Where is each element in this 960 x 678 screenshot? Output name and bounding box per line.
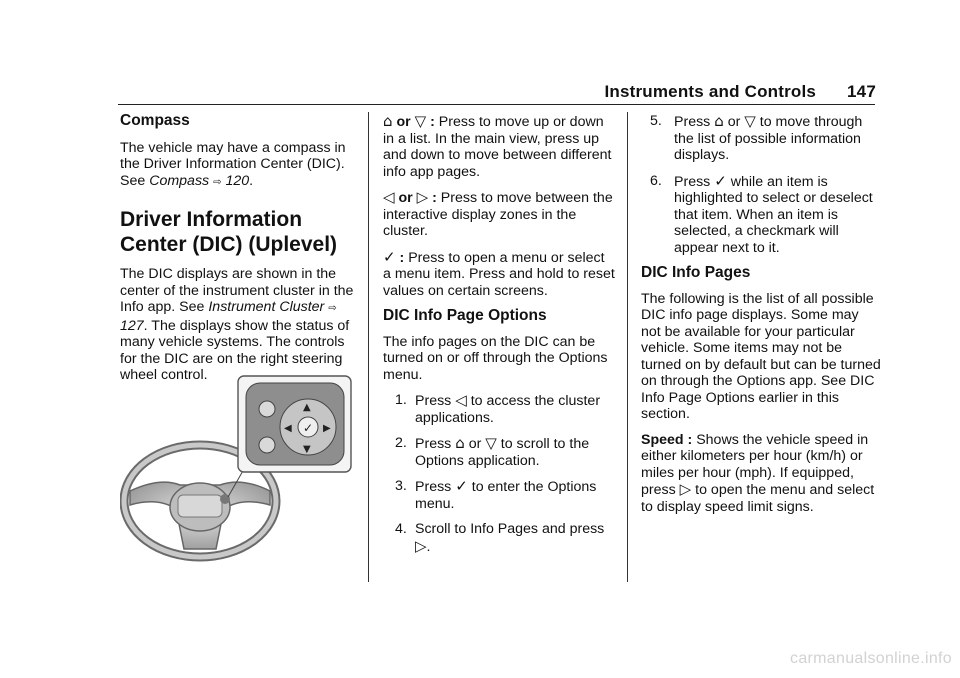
horn-pad	[178, 495, 222, 517]
up-icon: ⌂	[455, 434, 465, 452]
step-number: 3.	[395, 478, 407, 494]
voice-button	[259, 401, 275, 417]
left-right-paragraph: ◁ or ▷ : Press to move between the interactive display zones in the cluster.	[383, 188, 613, 239]
options-intro: The info pages on the DIC can be turned on or off through the Options menu.	[383, 333, 608, 383]
compass-heading: Compass	[120, 112, 190, 129]
speed-text: Shows the vehicle speed in either kilometers per hour (km/h) or miles per hour (mph). If equipped, press	[641, 431, 869, 498]
dic-text: The DIC displays are shown in the center of the instrument cluster in the Info app. See	[120, 266, 354, 315]
column-divider	[368, 112, 369, 582]
right-icon: ▷	[679, 480, 692, 498]
down-icon: ▽	[485, 434, 497, 452]
list-item	[383, 392, 615, 426]
options-heading: DIC Info Page Options	[383, 307, 547, 324]
ref-arrow-icon: ⇨	[213, 176, 222, 188]
instrument-cluster-page-link[interactable]: 127	[120, 317, 144, 334]
options-steps-continued	[641, 113, 881, 256]
phone-button	[259, 437, 275, 453]
up-arrow-icon: ▲	[303, 402, 311, 413]
select-text: Press to open a menu or select a menu item. Press and hold to reset values on certain screens.	[383, 249, 615, 299]
list-item	[383, 435, 615, 469]
header-rule	[118, 104, 875, 105]
check-icon: ✓	[303, 421, 314, 435]
instrument-cluster-link[interactable]: Instrument Cluster	[208, 299, 325, 315]
step-text: or	[468, 436, 482, 452]
info-pages-paragraph: The following is the list of all possible DIC info page displays. Some may not be available for your particular vehicle. Some items may not be turned on by default but can be turned on through the Options app. See DIC Info Page Options earlier in this section.	[641, 290, 881, 422]
watermark: carmanualsonline.info	[790, 650, 952, 667]
step-text: Press	[415, 479, 452, 495]
list-item	[383, 521, 615, 555]
up-down-paragraph: ⌂ or ▽ : Press to move up or down in a list. In the main view, press up and down to move between different info app pages.	[383, 112, 612, 180]
compass-link[interactable]: Compass	[149, 172, 210, 189]
page-header	[604, 82, 876, 102]
step-number: 1.	[395, 392, 407, 408]
down-arrow-icon: ▼	[303, 444, 311, 455]
list-item	[641, 173, 881, 257]
compass-text: The vehicle may have a compass in the Driver Information Center (DIC). See	[120, 139, 346, 189]
column-divider	[627, 112, 628, 582]
dic-heading: Driver Information Center (DIC) (Uplevel)	[120, 208, 338, 256]
or-label: or	[398, 190, 413, 206]
select-paragraph: ✓ : Press to open a menu or select a menu item. Press and hold to reset values on certain screens.	[383, 247, 615, 299]
or-label: or	[396, 114, 411, 130]
step-text: to access the cluster applications.	[415, 393, 601, 426]
options-steps	[383, 392, 615, 555]
check-icon: ✓	[455, 477, 468, 495]
speed-label: Speed :	[641, 431, 693, 448]
step-number: 2.	[395, 435, 407, 451]
up-icon: ⌂	[383, 112, 393, 130]
up-icon: ⌂	[714, 112, 724, 130]
left-right-text: Press to move between the interactive display zones in the cluster.	[383, 190, 613, 239]
check-icon: ✓	[383, 247, 396, 266]
info-pages-heading: DIC Info Pages	[641, 264, 751, 281]
dic-text-continued: . The displays show the status of many vehicle systems. The controls for the DIC are on the right steering wheel control.	[120, 317, 350, 383]
up-down-text: Press to move up or down in a list. In the main view, press up and down to move between different info app pages.	[383, 114, 612, 180]
step-text: Press	[674, 114, 711, 130]
compass-paragraph: The vehicle may have a compass in the Driver Information Center (DIC). See Compass ⇨ 120.	[120, 139, 346, 189]
step-text: or	[727, 114, 741, 130]
left-arrow-icon: ◀	[284, 423, 292, 434]
step-text: Press	[674, 173, 711, 190]
compass-page-link[interactable]: 120	[225, 172, 250, 189]
step-text: Press	[415, 393, 452, 409]
right-icon: ▷	[415, 536, 427, 555]
column-2	[383, 113, 615, 564]
list-item	[383, 478, 615, 512]
ref-arrow-icon: ⇨	[328, 303, 337, 314]
step-number: 6.	[650, 172, 662, 189]
step-text: to move through the list of possible information displays.	[674, 114, 863, 163]
list-item	[641, 113, 881, 164]
down-icon: ▽	[414, 112, 427, 130]
dic-paragraph	[120, 266, 355, 384]
step-number: 4.	[395, 521, 407, 537]
step-text: Press	[415, 436, 452, 452]
step-text: to scroll to the Options application.	[415, 436, 590, 469]
check-icon: ✓	[714, 171, 727, 190]
step-text: while an item is highlighted to select or deselect that item. When an item is selected, a checkmark will appear next to it.	[674, 173, 873, 256]
right-icon: ▷	[416, 188, 429, 206]
left-icon: ◁	[383, 188, 395, 206]
step-text: to enter the Options menu.	[415, 479, 597, 512]
step-number: 5.	[650, 113, 662, 129]
page-number: 147	[847, 82, 876, 101]
right-arrow-icon: ▶	[323, 423, 331, 434]
down-icon: ▽	[744, 112, 756, 130]
step-text: .	[426, 538, 431, 555]
speed-paragraph	[641, 432, 881, 516]
left-icon: ◁	[455, 391, 467, 409]
steering-wheel-illustration	[120, 373, 356, 563]
speed-text-continued: to open the menu and select to display speed limit signs.	[641, 482, 875, 515]
section-title: Instruments and Controls	[604, 82, 817, 101]
column-1	[120, 113, 355, 393]
column-3	[641, 113, 881, 524]
step-text: Scroll to Info Pages and press	[415, 521, 605, 537]
